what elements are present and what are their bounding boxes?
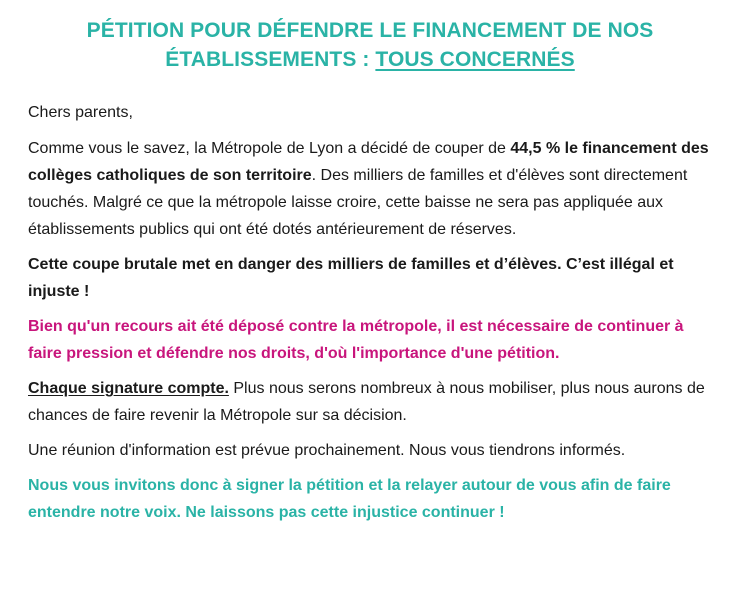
title-line-2-prefix: ÉTABLISSEMENTS : (165, 48, 376, 71)
paragraph-meeting: Une réunion d'information est prévue prochainement. Nous vous tiendrons informés. (28, 442, 626, 459)
paragraph-context-highlight: 44,5 % le financement des collèges catholiques de son territoire (28, 140, 709, 184)
paragraph-signature (28, 375, 712, 429)
signature-emphasis: Chaque signature compte. (28, 380, 229, 397)
paragraph-context-intro: Comme vous le savez, la Métropole de Lyon a décidé de couper de (28, 140, 511, 157)
paragraph-appeal: Bien qu'un recours ait été déposé contre la métropole, il est nécessaire de continuer à faire pression et défendre nos droits, d'où l'importance d'une pétition. (28, 318, 684, 362)
title-line-1: PÉTITION POUR DÉFENDRE LE FINANCEMENT DE NOS (86, 19, 654, 42)
page-title (28, 0, 712, 74)
paragraph-context (28, 135, 712, 243)
petition-body (28, 99, 712, 526)
greeting: Chers parents, (28, 104, 133, 121)
signature-rest: Plus nous serons nombreux à nous mobiliser, plus nous aurons de chances de faire revenir la Métropole sur sa décision. (28, 380, 705, 424)
paragraph-context-rest: . Des milliers de familles et d'élèves sont directement touchés. Malgré ce que la métropole laisse croire, cette baisse ne sera pas appliquée aux établissements publics qui ont été dotés antérieurement de réserves. (28, 167, 688, 238)
title-line-2-underlined: TOUS CONCERNÉS (375, 48, 575, 71)
paragraph-call-to-action: Nous vous invitons donc à signer la pétition et la relayer autour de vous afin de faire entendre notre voix. Ne laissons pas cette injustice continuer ! (28, 477, 671, 521)
paragraph-danger: Cette coupe brutale met en danger des milliers de familles et d’élèves. C’est illégal et injuste ! (28, 256, 674, 300)
